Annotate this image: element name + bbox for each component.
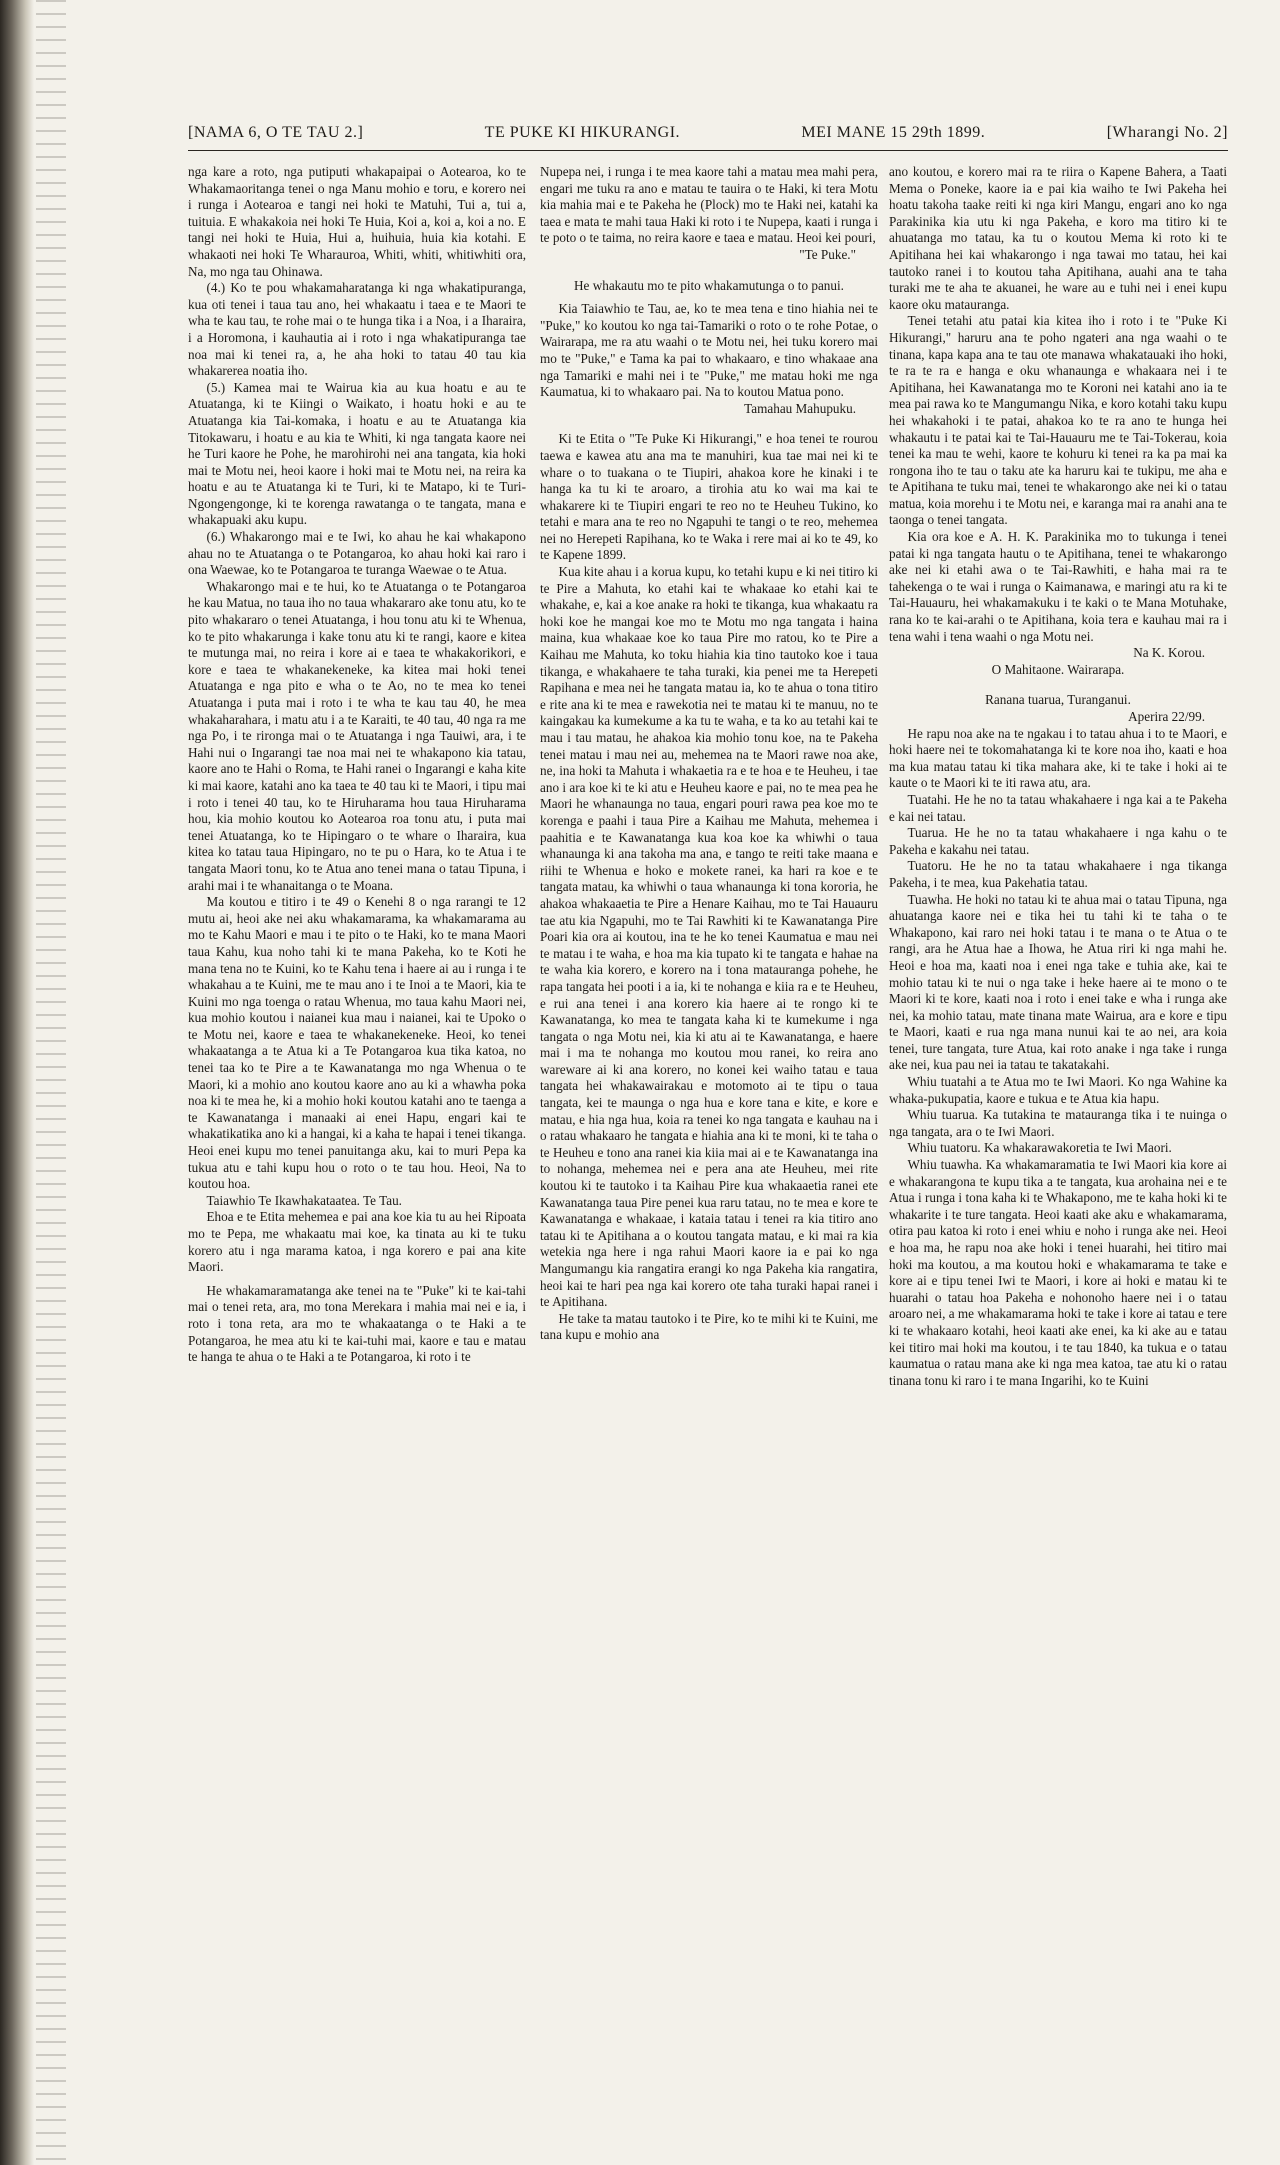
signature: "Te Puke." xyxy=(799,246,856,262)
paragraph: Whiu tuarua. Ka tutakina te matauranga tika i te nuinga o nga tangata, ara o te Iwi Maori. xyxy=(889,1107,1227,1139)
paragraph: (4.) Ko te pou whakamaharatanga ki nga whakatipuranga, kua oti tenei i taua tau ano, hei whakaatu i taea e te Maori te wha te kau tau, te rohe mai o te hunga tika i a Noa, i a Iharaira, i a Horomona, i kauhautia ai i roto i nga whakatipuranga tae noa mai ki tenei ra, a, he aha hoki to tatau 40 tau kia whakarerea noatia iho. xyxy=(188,280,526,379)
list-item: Tuawha. He hoki no tatau ki te ahua mai o tatau Tipuna, nga ahuatanga kaore nei e tika hei tu tahi ki te taha o te Whakapono, kai raro nei hoki tatau i te mana o te Atua o te rangi, ara he Atua hae a Ihowa, he Atua riri ki nga mahi he. Heoi e hoa ma, kaati noa i enei nga take e tuhia ake, kai te mohio tatau ki te nui o nga take i heke haere ai te mono o te Maori ki te kore, kaati noa i roto i enei take e wha i runga ake nei, ka mohio tatau, mate tinana mate Wairua, ara e kore e tipu te Maori, kaati e rua nga mana nunui kai te ao nei, ara koia tenei, ture tangata, ture Atua, kai roto anake i nga take i runga ake nei, kua pau nei ia tatau te takatakahi. xyxy=(889,891,1227,1073)
paragraph: Whiu tuatahi a te Atua mo te Iwi Maori. Ko nga Wahine ka whaka-pukupatia, kaore e tukua e te Atua kia hapu. xyxy=(889,1074,1227,1106)
paragraph: (5.) Kamea mai te Wairua kia au kua hoatu e au te Atuatanga, ki te Kiingi o Waikato, i hoatu hoki e au te Atuatanga kia Tai-komaka, i hoatu e au te Atuatanga kia Titokawaru, i hoatu e au kia te Whiti, ki nga tangata kaore nei he Turi kaore he Pohe, he marohirohi nei ana tangata, kia hoki mai te Motu nei, heoi kaore i hoki mai te Motu nei, na reira ka hoatu e au te Atuatanga ki te Turi, ki te Matapo, ki te Turi-Ngongengonge, ki te korenga rawatanga o te tangata, mana e whakapuaki aku kupu. xyxy=(188,379,526,528)
paragraph: Whiu tuatoru. Ka whakarawakoretia te Iwi Maori. xyxy=(907,1140,1172,1156)
column-2 xyxy=(540,164,878,2154)
list-item: Tuatoru. He he no ta tatau whakahaere i nga tikanga Pakeha, i te mea, kua Pakehatia tatau. xyxy=(889,858,1227,890)
paragraph: ano koutou, e korero mai ra te riira o Kapene Bahera, a Taati Mema o Poneke, kaore ia e pai kia waiho te Iwi Pakeha hei hoatu takoha taake reiti ki nga kiri Mangu, engari ano ko nga Parakinika kia utu ki nga Pakeha, e koro ma titiro ki te ahuatanga mo tatau, ka tu o koutou Mema ki roto ki te Apitihana hei kai whakarongo i nga tawai mo tatau, hei kai tautoko ranei i to koutou taha Apitihana, auahi ana te taha turaki me te aha te akuanei, he ware au e tuhi nei i enei kupu kaore oku matauranga. xyxy=(889,164,1227,312)
paragraph: (6.) Whakarongo mai e te Iwi, ko ahau he kai whakapono ahau no te Atuatanga o te Potangaroa, ko ahau hoki kai raro i ona Waewae, ko te Potangaroa te turanga Waewae o te Atua. xyxy=(188,529,526,578)
section-heading: He whakautu mo te pito whakamutunga o to panui. xyxy=(574,277,844,293)
binding-bleed-texture xyxy=(36,0,66,2165)
paragraph: Nupepa nei, i runga i te mea kaore tahi a matau mea mahi pera, engari me tuku ra ano e matau te tauira o te Haki, ki tera Motu kia mahia mai e te Pakeha he (Plock) mo te Haki nei, katahi ka taea e mata te mahi taua Haki ki roto i te Nupepa, kaati i runga i te poto o te taima, no reira kaore e taea e matau. Heoi kei pouri, xyxy=(540,164,878,246)
page-binding-edge xyxy=(0,0,34,2165)
issue-number: [NAMA 6, O TE TAU 2.] xyxy=(188,124,364,141)
signature: Na K. Korou. xyxy=(1133,645,1205,661)
paragraph: Taiawhio Te Ikawhakataatea. Te Tau. xyxy=(206,1192,402,1208)
page-header xyxy=(188,124,1228,146)
list-item: Tuatahi. He he no ta tatau whakahaere i nga kai a te Pakeha e kai nei tatau. xyxy=(889,791,1227,824)
signature: Tamahau Mahupuku. xyxy=(744,400,856,416)
paragraph: Kua kite ahau i a korua kupu, ko tetahi kupu e ki nei titiro ki te Pire a Mahuta, ko etahi kai te whakaae ko etahi kai te whakahe, e, kai a koe anake ra hoki te tikanga, kua whakaatu ra hoki koe he mangai koe mo te Motu mo nga tangata i haina maina, kua whakaae koe ko taua Pire mo ratou, ko te Pire a Kaihau me Mahuta, ko toku hiahia kia tino tautoko koe i taua tikanga, e whakahaere te taha turaki, kia penei me ta Herepeti Rapihana e mea nei he tangata matau ia, ko te ahua o tona titiro e rite ana ki te mea e rawekotia nei te matau ki te manuu, no te kaingakau ka kumekume a ka tu te waha, e ta ko au tetahi kai te mau i tau matau, he ahakoa kia mohio tonu koe, na te Pakeha tenei matau i mau nei au, mehemea na te Maori rawe noa ake, ne, ina hoki ta Mahuta i whakaetia ra e te hoa e te Heuheu, i tae ano i ara koe ki te ki atu e Heuheu kaore e pai, no te mea pea he Maori he whanaunga no taua, engari pouri rawa pea koe mo te korenga e paahi i taua Pire a Kaihau me Mahuta, mehemea i paahitia e te Kawanatanga kua koa koe ka whiwhi o taua whanaunga ki ana takoha ma ana, e tango te reiti take maana e riihi te Whenua e hoko e mokete ranei, ka hari ra koe e te tangata matau, ka whiwhi o taua whanaunga ki tona kororia, he ahakoa whakaaetia te Pire a Henare Kaihau, mo te Tai Hauauru tae atu kia Ngapuhi, mo te Tai Rawhiti ki te Kawanatanga Pire Poari kia ora ai koutou, ina te he ko tenei Kaumatua e mau nei te matau i te waha, e hoa ma kia tupato ki te tangata e hahae na te waha kia korero, e korero na i tona matauranga pohehe, he rapa tangata hei pooti i a ia, ki te nohanga e kiia ra e te Heuheu, e rui ana tenei i ana korero kia haere ai te rongo ki te Kawanatanga, ko mea te tangata kaha ki te kumekume i nga tangata o nga Motu nei, kia ki atu ai te Kawanatanga, e haere mai i ma te nohanga mo koutou mou ranei, ko reira ano wareware ai ki ana korero, no konei kei waiho tatau e taua tangata hei whakawairakau e motomoto ai te tipu o taua tangata, kei te maunga o nga hua e kore tana e kite, e kore e matau, e hia nga hua, koia ra tenei ko nga tangata e kauhau na i o ratau whakaaro he tangata e hiahia ana ki te moni, ki te taha o te Heuheu e tono ana ranei kia kiia mai ai e te Kawanatanga ina to nohanga, mehemea nei e pera ana ate Heuheu, mei rite koutou ki te tautoko i ta Kaihau Pire kua whakaaetia ranei ete Kawanatanga taua Pire penei kua raru tatau, no te mea e kore te Kawanatanga e whakaae, i kataia tatau i tenei ra kia titiro ano tatau ki te Apitihana a o koutou tangata matau, e ki mai ra kia wetekia nga here i nga rahui Maori kaore ia e pai ko nga Mangumangu kia rangatira erangi ko nga Pakeha kia rangatira, heoi kai te hari pea nga kai korero ote taha turaki hapai ranei i te Apitihana. xyxy=(540,564,878,1310)
paragraph: Kia ora koe e A. H. K. Parakinika mo to tukunga i tenei patai ki nga tangata hautu o te Apitihana, tenei te whakarongo ake nei ki etahi awa o te Tai-Rawhiti, e haha mai ra te tahekenga o te wai i runga o Kaimanawa, e maringi atu ra ki te Tai-Hauauru, hei whakamakuku i te kaki o te Mana Motuhake, rana ko te kai-arahi o te Apitihana, koia tera e kauhau mai ra i tena wahi i tena waahi o nga Motu nei. xyxy=(889,529,1227,644)
paragraph: Whakarongo mai e te hui, ko te Atuatanga o te Potangaroa he kau Matua, no taua iho no taua whakararo ake tonu atu, ko te pito whakararo o tenei Atuatanga, i hou tonu atu ki te Whenua, ko te pito whakarunga i kake tonu atu ki te rangi, kaore e kitea te mutunga mai, no reira i kore ai e taea te whakakorikori, e kore e taea te whakanekeneke, ka kitea mai hoki tenei Atuatanga e nga pito e wha o te Ao, no te mea ko tenei Atuatanga i puta mai i roto i te wha te kau tau 40, he mea whakaharahara, i matu atu i a te Karaiti, te 40 tau, 40 nga ra me nga Po, i te rironga mai o te Atuatanga i nga Tauiwi, ara, i te Hahi nui o Ingarangi tae noa mai nei te whakapono kia tatau, kaore ano te Hahi o Roma, te Hahi ranei o Ingarangi e kaha kite ki mai kaore, katahi ano ka taea te 40 tau ki te Maori, i tipu mai i roto i tenei 40 tau, ko te Hiruharama hou taua Hiruharama hou, kia mohio koutou ko Aotearoa roa tonu atu, i puta mai tenei Atuatanga, ko te Hipingaro o te whare o Iharaira, kua kitea ko tatau taua Hipingaro, no te pu o Hara, ko te Atua i te tangata Maori tonu, ko te Atua ano tenei mana o tatau Tipuna, i arahi mai i te whanaitanga o te Moana. xyxy=(188,578,526,893)
column-1 xyxy=(188,164,526,2154)
issue-date: MEI MANE 15 29th 1899. xyxy=(801,124,986,141)
paragraph: He take ta matau tautoko i te Pire, ko te mihi ki te Kuini, me tana kupu e mohio ana xyxy=(540,1310,878,1343)
column-3 xyxy=(889,164,1227,2154)
paragraph: He rapu noa ake na te ngakau i to tatau ahua i to te Maori, e hoki haere nei te tokomahatanga ki te kore noa iho, kaati e hoa ma kua matau tatau ki tika mahara ake, ki te take i hoki ai te kaute o te Maori ki te iti rawa atu, ara. xyxy=(889,725,1227,791)
paragraph: Ehoa e te Etita mehemea e pai ana koe kia tu au hei Ripoata mo te Pepa, me whakaatu mai koe, ka tinata au ki te tuku korero atu i nga marama katoa, i nga korero e pai ana kite Maori. xyxy=(188,1209,526,1275)
paragraph: He whakamaramatanga ake tenei na te "Puke" ki te kai-tahi mai o tenei reta, ara, mo tona Merekara i mahia mai nei e ia, i roto i tona reta, ara mo te whakaatanga o te Haki a te Potangaroa, he mea atu ki te kai-tuhi mai, kaore e tau e matau te hanga te ahua o te Haki a te Potangaroa, ki roto i te xyxy=(188,1282,526,1365)
paragraph: Ma koutou e titiro i te 49 o Kenehi 8 o nga rarangi te 12 mutu ai, heoi ake nei aku whakamarama, ka whakamarama au mo te Kahu Maori e mau i te pito o te Haki, ko te mana Maori taua Kahu, kua noho tahi ki te mana Pakeha, ko te Koti he mana tena no te Kuini, ko te Kahu tena i haere ai au i runga i te whakahau a te Kuini, me te mau ano i te Inoi a te Maori, kia te Kuini mo nga toenga o ratau Whenua, mo taua kahu Maori nei, kua mohio koutou i naianei kua mau i naianei, kai te Upoko o te Motu nei, kaore e taea te whakanekeneke. Heoi, ko tenei whakaatanga a te Atua ki a Te Potangaroa kua tika katoa, no tenei taa ko te Pire a te Kawanatanga mo nga Whenua o te Maori, ki a mohio ano koutou kaore ano au ki a whawha poka noa ki te mea he, ki a mohio hoki koutou katahi ano te taenga a te Kawanatanga i manaaki ai enei Hapu, engari kai te whakatikatika ano ki a hangai, ki a kaha te hapai i tenei tikanga. Heoi enei kupu mo tenei panuitanga aku, kai to muri Pepa ka tukua atu e tahi kupu hou o roto o te tau hou. Heoi, Na to koutou hoa. xyxy=(188,894,526,1192)
signature-place: O Mahitaone. Wairarapa. xyxy=(991,661,1125,677)
paragraph: Kia Taiawhio te Tau, ae, ko te mea tena e tino hiahia nei te "Puke," ko koutou ko nga tai-Tamariki o roto o te rohe Potae, o Wairarapa, me ra atu waahi o te Motu nei, hei tuku korero mai mo te "Puke," e Tama ka pai to whakaaro, e tino whakaae ana nga Tamariki e mahi nei i te "Puke," me matau hoki me nga Kaumatua, ki to whakaaro pai. Na to koutou Matua pono. xyxy=(540,301,878,400)
paragraph: Whiu tuawha. Ka whakamaramatia te Iwi Maori kia kore ai e whakarangona te kupu tika a te tangata, kua arohaina nei e te Atua i runga i tona kaha ki te Whakapono, me te kaha hoki ki te whakarite i te ture tangata. Heoi kaati ake aku e whakamarama, otira pau katoa ki roto i enei whiu e noho i runga ake nei. Heoi e hoa ma, he rapu noa ake hoki i tenei huarahi, hei titiro mai hoki ma koutou, a ma koutou hoki e whakamarama te take e kore ai e tipu tenei Iwi te Maori, i kore ai hoki e matau ki te huarahi o tatau hoa Pakeha e nohonoho haere nei i o tatau aroaro nei, a me whakamarama hoki te take i kore ai tatau e tere ki te whakaaro kotahi, heoi kaati ake enei, ka ki ake au e tatau kei titiro mai hoki ma koutou, i te tau 1840, ka tukua e o tatau kaumatua o ratau mana ake ki nga mea katoa, tae atu ki o ratau tinana tonu ki raro i te mana Ingarihi, ko te Kuini xyxy=(889,1157,1227,1388)
paragraph: nga kare a roto, nga putiputi whakapaipai o Aotearoa, ko te Whakamaoritanga tenei o nga Manu mohio e toru, e korero nei i runga i Aotearoa e tangi nei hoki te Matuhi, Tui a, tui a, tuituia. E whakakoia nei hoki Te Huia, Koi a, koi a, koi a no. E tangi nei hoki te Huia, Hui a, huihuia, huia kia kotahi. E whakaoti nei hoki Te Wharauroa, Whiti, whiti, whitiwhiti ora, Na, mo nga tau Ohinawa. xyxy=(188,164,526,279)
header-rule xyxy=(188,150,1228,151)
letter-date: Aperira 22/99. xyxy=(1128,709,1205,724)
paragraph: Tenei tetahi atu patai kia kitea iho i roto i te "Puke Ki Hikurangi," haruru ana te poho ngateri ana nga waahi o te tinana, kapa kapa ana te tau ote manawa whakatauaki iho hoki, te ra te ra e hanga e oku whanaunga e whakaara nei i te Apitihana, hei Kawanatanga mo te Koroni nei katahi ano ia te mea pai rawa ko te Mangumangu Nika, e koro kotahi taku kupu hei whakahoki i te patai, ahakoa ko te ra ano te hunga hei whakautu i te patai kai te Tai-Hauauru me te Tai-Tokerau, koia tenei ka mau te wehi, kaore te kohuru ki tenei ra ka pa mai ka rongona iho te tau o taku ate ka haruru kai te tukipu, me aha e te Apitihana te tuku mai, tenei te whakarongo ake nei ki o tatau matua, koia morehu i te Motu nei, e karanga mai ra anahi ana te taonga o tenei tangata. xyxy=(889,313,1227,528)
newspaper-title: TE PUKE KI HIKURANGI. xyxy=(484,124,681,141)
letter-place: Ranana tuarua, Turanganui. xyxy=(985,692,1131,708)
page-number: [Wharangi No. 2] xyxy=(1106,124,1228,141)
list-item: Tuarua. He he no ta tatau whakahaere i nga kahu o te Pakeha e kakahu nei tatau. xyxy=(889,825,1227,857)
paragraph: Ki te Etita o "Te Puke Ki Hikurangi," e hoa tenei te rourou taewa e kawea atu ana ma te manuhiri, kua tae mai nei ki te whare o to tuakana o te Tiupiri, ahakoa kore he kinaki i te hanga ka tu ki te aroaro, a tirohia atu ko wai ma kai te whakarere ki te Tiupiri engari te reo no te Heuheu Tukino, ko tetahi e mara ana te reo no Ngapuhi te tangi o te reo, mehemea nei no Herepeti Rapihana, ko te Waka i rere mai ai ko te 49, ko te Kapene 1899. xyxy=(540,431,878,563)
